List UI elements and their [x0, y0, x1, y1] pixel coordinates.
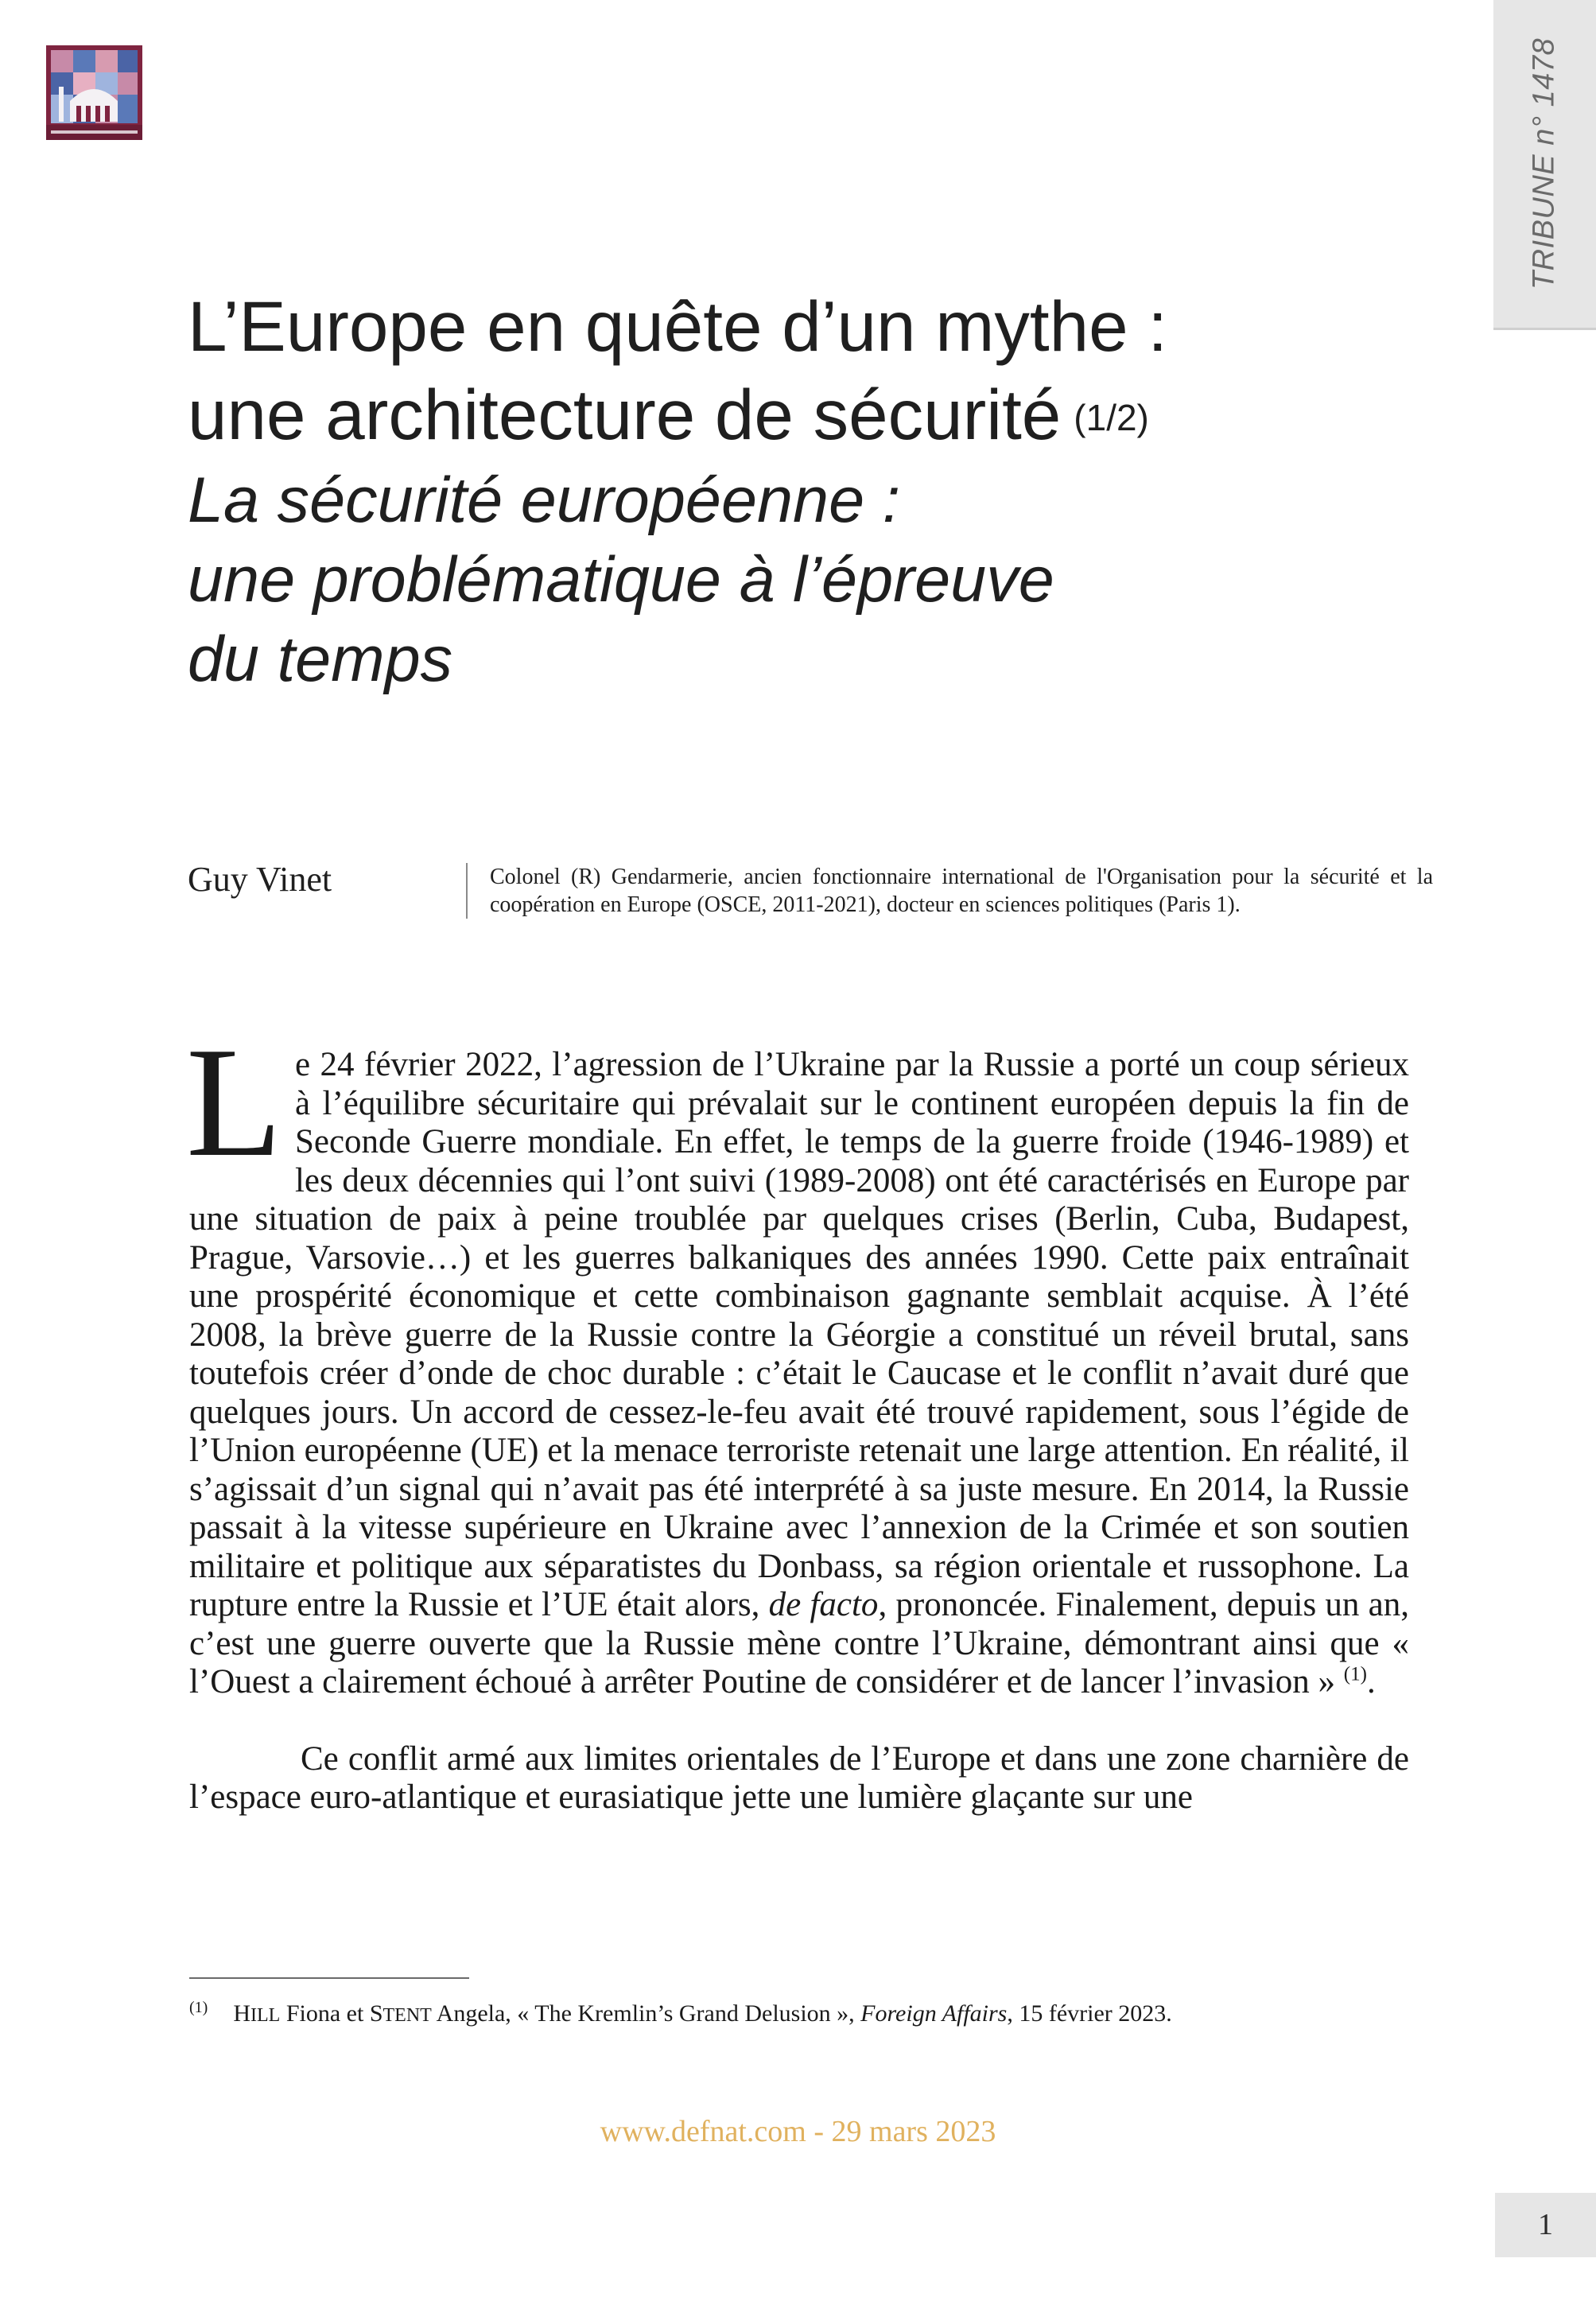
- page-number-box: [1495, 2193, 1596, 2257]
- footnote-author-2-first: Angela, « The Kremlin’s Grand Delusion »,: [431, 2000, 861, 2027]
- author-name: Guy Vinet: [188, 860, 332, 899]
- footer-website-link[interactable]: www.defnat.com - 29 mars 2023: [600, 2115, 996, 2148]
- footnote-author-1-initial: H: [233, 2000, 250, 2027]
- article-title-line-2-text: une architecture de sécurité: [188, 375, 1062, 454]
- tribune-number-label: TRIBUNE n° 1478: [1527, 37, 1561, 290]
- article-part-note: (1/2): [1074, 397, 1149, 438]
- footnote-journal: Foreign Affairs: [860, 2000, 1008, 2027]
- article-title-line-2: [188, 371, 1380, 459]
- footnote-divider: [189, 1977, 469, 1979]
- article-body: [186, 1015, 1409, 1817]
- revue-logo: [46, 45, 142, 140]
- footnote-date: , 15 février 2023.: [1007, 2000, 1172, 2027]
- footnote-reference[interactable]: (1): [1343, 1663, 1367, 1685]
- footnote-author-1-rest: ILL: [250, 2005, 281, 2026]
- body-paragraph-1-end: .: [1366, 1663, 1376, 1700]
- article-subtitle-line-2: une problématique à l’épreuve: [188, 544, 1054, 616]
- author-bio: Colonel (R) Gendarmerie, ancien fonctionnaire international de l'Organisation pour la sécurité et la coopération en Europe (OSCE, 2011-2021), docteur en sciences politiques (Paris 1).: [466, 863, 1433, 919]
- body-paragraph-1: [186, 1015, 1409, 1702]
- drop-cap: L: [186, 1015, 282, 1189]
- article-title-line-1: L’Europe en quête d’un mythe :: [188, 286, 1168, 366]
- article-title-block: [188, 282, 1380, 699]
- body-italic-term: de facto: [768, 1586, 879, 1623]
- footnote-author-2-initial: S: [369, 2000, 383, 2027]
- footnote-author-1-first: Fiona et: [280, 2000, 370, 2027]
- body-paragraph-1-text-b: , prononcée. Finalement, depuis un an, c’est une guerre ouverte que la Russie mène contre l’Ukraine, démontrant ainsi que « l’Ouest a clairement échoué à arrêter Poutine de considérer et de lancer l’invasion »: [189, 1586, 1409, 1700]
- article-subtitle-line-1: La sécurité européenne :: [188, 464, 901, 536]
- page-number: 1: [1538, 2208, 1553, 2241]
- revue-logo-image: [46, 45, 142, 140]
- article-subtitle-line-3: du temps: [188, 624, 453, 695]
- body-paragraph-2: Ce conflit armé aux limites orientales de l’Europe et dans une zone charnière de l’espace euro-atlantique et eurasiatique jette une lumière glaçante sur une: [189, 1739, 1409, 1816]
- footnote-mark: (1): [189, 1999, 208, 2016]
- tribune-side-tab: [1493, 0, 1596, 330]
- footnote-1: [189, 1992, 1409, 2031]
- footnote-author-2-rest: TENT: [382, 2005, 432, 2026]
- body-paragraph-1-text-a: e 24 février 2022, l’agression de l’Ukraine par la Russie a porté un coup sérieux à l’équilibre sécuritaire qui prévalait sur le continent européen depuis la fin de Seconde Guerre mondiale. En effet, le temps de la guerre froide (1946-1989) et les deux décennies qui l’ont suivi (1989-2008) ont été caractérisés en Europe par une situation de paix à peine troublée par quelques crises (Berlin, Cuba, Budapest, Prague, Varsovie…) et les guerres balkaniques des années 1990. Cette paix entraînait une prospérité économique et cette combinaison gagnante semblait acquise. À l’été 2008, la brève guerre de la Russie contre la Géorgie a constitué un réveil brutal, sans toutefois créer d’onde de choc durable : c’était le Caucase et le conflit n’avait duré que quelques jours. Un accord de cessez-le-feu avait été trouvé rapidement, sous l’égide de l’Union européenne (UE) et la menace terroriste retenait une large attention. En réalité, il s’agissait d’un signal qui n’avait pas été interprété à sa juste mesure. En 2014, la Russie passait à la vitesse supérieure en Ukraine avec l’annexion de la Crimée et son soutien militaire et politique aux séparatistes du Donbass, sa région orientale et russophone. La rupture entre la Russie et l’UE était alors,: [189, 1046, 1409, 1623]
